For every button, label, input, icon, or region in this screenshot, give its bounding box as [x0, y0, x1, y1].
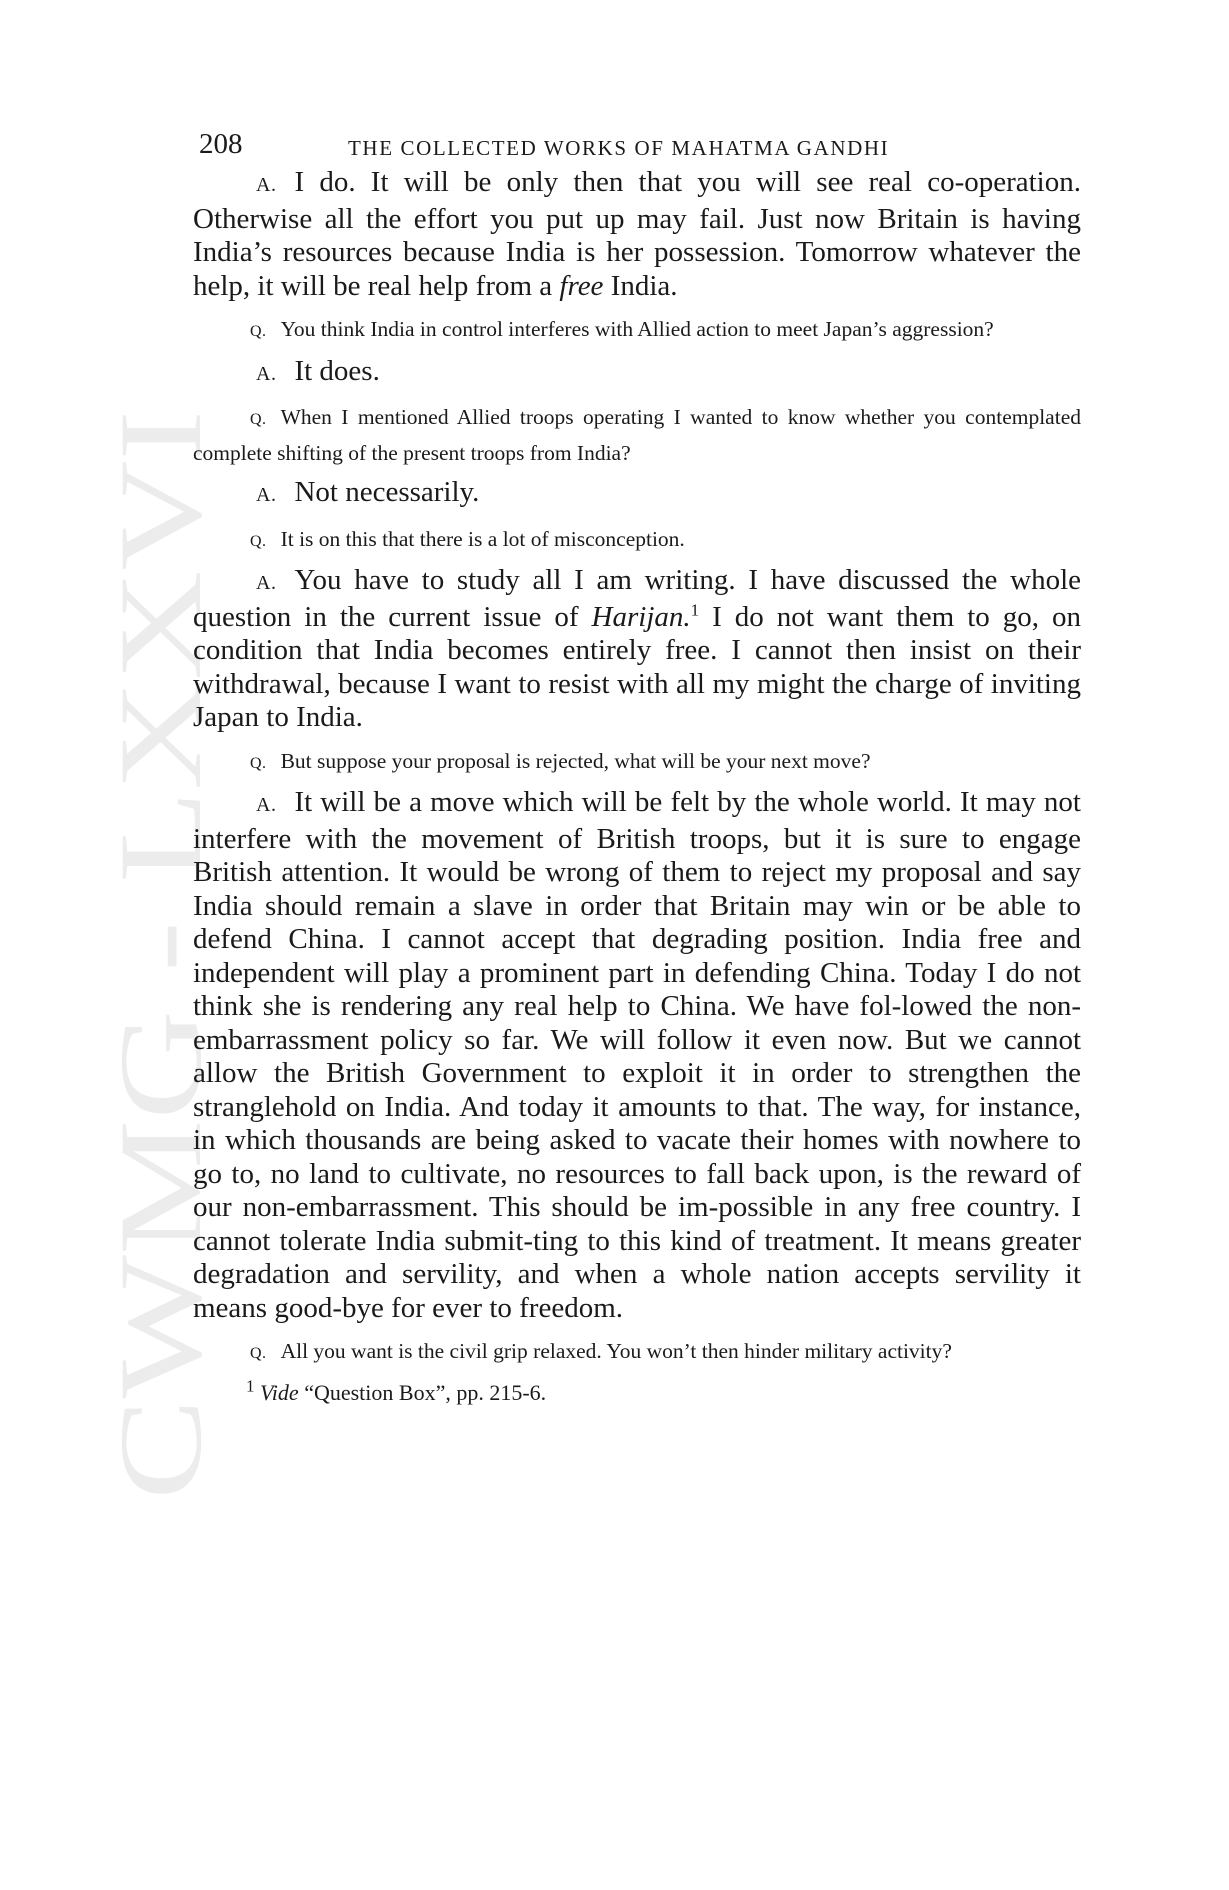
question-text: It is on this that there is a lot of misconception. — [280, 526, 685, 551]
answer-label: A. — [256, 174, 277, 196]
question-paragraph — [193, 523, 1081, 559]
italic-text: Harijan. — [591, 600, 691, 633]
question-label: Q. — [250, 754, 267, 772]
answer-text: You have to study all I am writing. I have discussed the whole question in the current issue of — [193, 564, 1081, 633]
answer-paragraph — [193, 786, 1081, 1325]
answer-text: It does. — [294, 354, 380, 387]
answer-label: A. — [256, 794, 277, 816]
answer-paragraph — [193, 476, 1081, 513]
running-head: THE COLLECTED WORKS OF MAHATMA GANDHI — [348, 136, 890, 160]
question-text: All you want is the civil grip relaxed. You won’t then hinder military activity? — [280, 1339, 952, 1363]
document-body — [193, 166, 1081, 1409]
answer-text: India. — [603, 269, 678, 302]
question-label: Q. — [250, 411, 267, 428]
question-label: Q. — [250, 323, 267, 340]
answer-label: A. — [256, 362, 277, 385]
answer-text: Not necessarily. — [294, 476, 480, 508]
question-label: Q. — [250, 532, 267, 550]
question-text: But suppose your proposal is rejected, what will be your next move? — [280, 748, 871, 773]
page-header — [193, 122, 1081, 166]
question-paragraph — [193, 1335, 1081, 1371]
question-paragraph — [193, 401, 1081, 470]
answer-label: A. — [256, 484, 277, 506]
question-label: Q. — [250, 1345, 267, 1362]
watermark-text: CWMG - LXXVI — [95, 654, 226, 1500]
page-number: 208 — [199, 128, 243, 160]
footnote-reference: 1 — [690, 599, 700, 619]
answer-paragraph — [193, 355, 1081, 392]
answer-text: It will be a move which will be felt by the whole world. It may not interfere with the movement of British troops, but it is sure to engage British attention. It would be wrong of them to reject my proposal and say India should remain a slave in order that Britain may win or be able to defend China. I cannot accept that degrading position. India free and independent will play a prominent part in defending China. Today I do not think she is rendering any real help to China. We have fol-lowed the non-embarrassment policy so far. We will follow it even now. But we cannot allow the British Government to exploit it in order to strengthen the stranglehold on India. And today it amounts to that. The way, for instance, in which thousands are being asked to vacate their homes with nowhere to go to, no land to cultivate, no resources to fall back upon, is the reward of our non-embarrassment. This should be im-possible in any free country. I cannot tolerate India submit-ting to this kind of treatment. It means greater degradation and servility, and when a whole nation accepts servility it means good-bye for ever to freedom. — [193, 786, 1081, 1324]
footnote-mark: 1 — [246, 1376, 255, 1396]
footnote-text: “Question Box”, pp. 215-6. — [298, 1379, 547, 1405]
question-paragraph — [193, 313, 1081, 349]
answer-label: A. — [256, 572, 277, 594]
question-text: You think India in control interferes with Allied action to meet Japan’s aggression? — [280, 317, 994, 341]
footnote — [193, 1377, 1081, 1409]
answer-paragraph — [193, 166, 1081, 303]
answer-paragraph — [193, 564, 1081, 735]
answer-text: I do. It will be only then that you will see real co-operation. Otherwise all the effort you put up may fail. Just now Britain is having India’s resources because India is her possession. Tomorrow whatever the help, it will be real help from a — [193, 166, 1081, 302]
italic-text: free — [559, 269, 604, 302]
answer-text: I do not want them to go, on condition that India becomes entirely free. I cannot then insist on their withdrawal, because I want to resist with all my might the charge of inviting Japan to India. — [193, 600, 1081, 733]
footnote-italic: Vide — [260, 1379, 299, 1405]
question-paragraph — [193, 745, 1081, 781]
question-text: When I mentioned Allied troops operating I wanted to know whether you contemplated complete shifting of the present troops from India? — [193, 405, 1081, 465]
page — [193, 122, 1081, 1431]
